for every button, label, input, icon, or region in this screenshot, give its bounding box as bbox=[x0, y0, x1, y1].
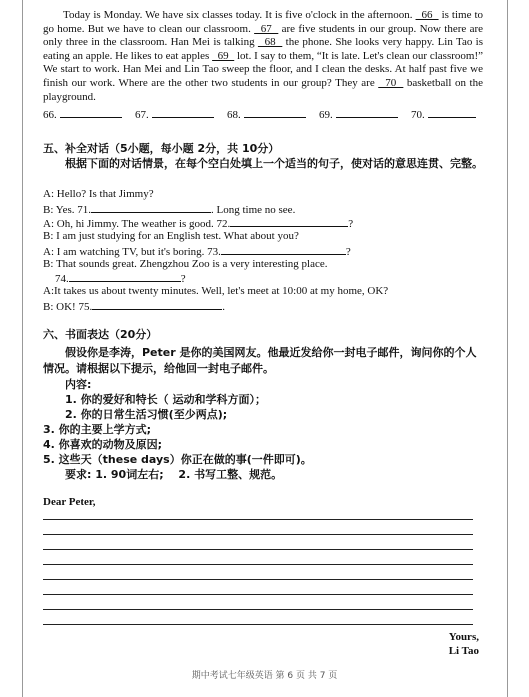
answer-67: 67. bbox=[135, 109, 214, 121]
cloze-text: basketball on the playground. bbox=[43, 76, 483, 103]
blank-71[interactable] bbox=[91, 202, 211, 213]
dialogue-line-9: B: OK! 75. . bbox=[43, 301, 225, 313]
dialogue-line-4: B: I am just studying for an English test. What about you? bbox=[43, 230, 299, 242]
blank-72[interactable] bbox=[230, 216, 348, 227]
content-label: 内容: bbox=[65, 378, 92, 391]
writing-line[interactable] bbox=[43, 549, 473, 550]
cloze-blank-number: 69 bbox=[212, 49, 235, 62]
dialogue-line-8: A:It takes us about twenty minutes. Well, let's meet at 10:00 at my home, OK? bbox=[43, 285, 389, 297]
writing-line[interactable] bbox=[43, 594, 473, 595]
blank-73[interactable] bbox=[221, 244, 346, 255]
blank-75[interactable] bbox=[92, 299, 222, 310]
requirements: 要求: 1. 90词左右; 2. 书写工整、规范。 bbox=[65, 468, 283, 481]
writing-line[interactable] bbox=[43, 534, 473, 535]
answer-70: 70. bbox=[411, 109, 476, 121]
content-item-2: 2. 你的日常生活习惯(至少两点); bbox=[65, 408, 228, 421]
dialogue-line-6: B: That sounds great. Zhengzhou Zoo is a very interesting place. bbox=[43, 258, 328, 270]
content-item-5: 5. 这些天（these days）你正在做的事(一件即可)。 bbox=[43, 453, 312, 466]
section5-instruction: 根据下面的对话情景，在每个空白处填上一个适当的句子，使对话的意思连贯、完整。 bbox=[65, 157, 483, 170]
blank-74[interactable] bbox=[69, 271, 181, 282]
answer-66: 66. bbox=[43, 109, 122, 121]
answer-69: 69. bbox=[319, 109, 398, 121]
cloze-text: are five students in our group. Now there are only three in the classroom. Han Mei is talking bbox=[43, 22, 483, 49]
dialogue-line-5: A: I am watching TV, but it's boring. 73. ? bbox=[43, 246, 351, 258]
writing-line[interactable] bbox=[43, 624, 473, 625]
section6-intro: 假设你是李涛，Peter 是你的美国网友。他最近发给你一封电子邮件，询问你的个人情况。请根据以下提示，给他回一封电子邮件。 bbox=[43, 346, 477, 375]
writing-line[interactable] bbox=[43, 519, 473, 520]
writing-line[interactable] bbox=[43, 609, 473, 610]
salutation: Dear Peter, bbox=[43, 496, 96, 508]
writing-line[interactable] bbox=[43, 564, 473, 565]
cloze-text: Today is Monday. We have six classes today. It is five o'clock in the afternoon. bbox=[63, 9, 416, 21]
cloze-text: lot. I say to them, “It is late. Let's clean our classroom!” We start to work. Han Mei and Lin Tao sweep the floor, and I clean the desks. At half past five we finish our work. Where are the other two students in our group? They are bbox=[43, 49, 483, 89]
cloze-text: is time to go home. But we have to clean our classroom. bbox=[43, 9, 484, 35]
left-margin-line bbox=[22, 0, 23, 697]
cloze-blank-number: 67 bbox=[254, 22, 279, 35]
signature: Li Tao bbox=[448, 645, 479, 657]
content-item-4: 4. 你喜欢的动物及原因; bbox=[43, 438, 163, 451]
cloze-answer-row bbox=[43, 107, 477, 122]
section6-heading: 六、书面表达（20分） bbox=[43, 328, 158, 341]
page-footer: 期中考试七年级英语 第 6 页 共 7 页 bbox=[191, 671, 338, 681]
dialogue-line-3: A: Oh, hi Jimmy. The weather is good. 72. ? bbox=[43, 218, 354, 230]
cloze-passage bbox=[43, 9, 483, 104]
cloze-blank-number: 68 bbox=[257, 36, 283, 49]
dialogue-line-7: 74. ? bbox=[55, 273, 186, 285]
content-item-1: 1. 你的爱好和特长（ 运动和学科方面）； bbox=[65, 393, 266, 406]
cloze-blank-number: 70 bbox=[378, 76, 404, 89]
closing: Yours, bbox=[448, 631, 479, 643]
closing-block bbox=[449, 630, 479, 658]
dialogue-line-2: B: Yes. 71. . Long time no see. bbox=[43, 204, 296, 216]
right-margin-line bbox=[507, 0, 508, 697]
writing-line[interactable] bbox=[43, 579, 473, 580]
cloze-text: the phone. She looks very happy. Lin Tao is eating an apple. He likes to eat apples bbox=[43, 36, 484, 62]
cloze-blank-number: 66 bbox=[415, 9, 439, 21]
answer-68: 68. bbox=[227, 109, 306, 121]
content-item-3: 3. 你的主要上学方式; bbox=[43, 423, 152, 436]
dialogue-line-1: A: Hello? Is that Jimmy? bbox=[43, 188, 154, 200]
section5-heading: 五、补全对话（5小题，每小题 2分，共 10分） bbox=[43, 142, 280, 155]
